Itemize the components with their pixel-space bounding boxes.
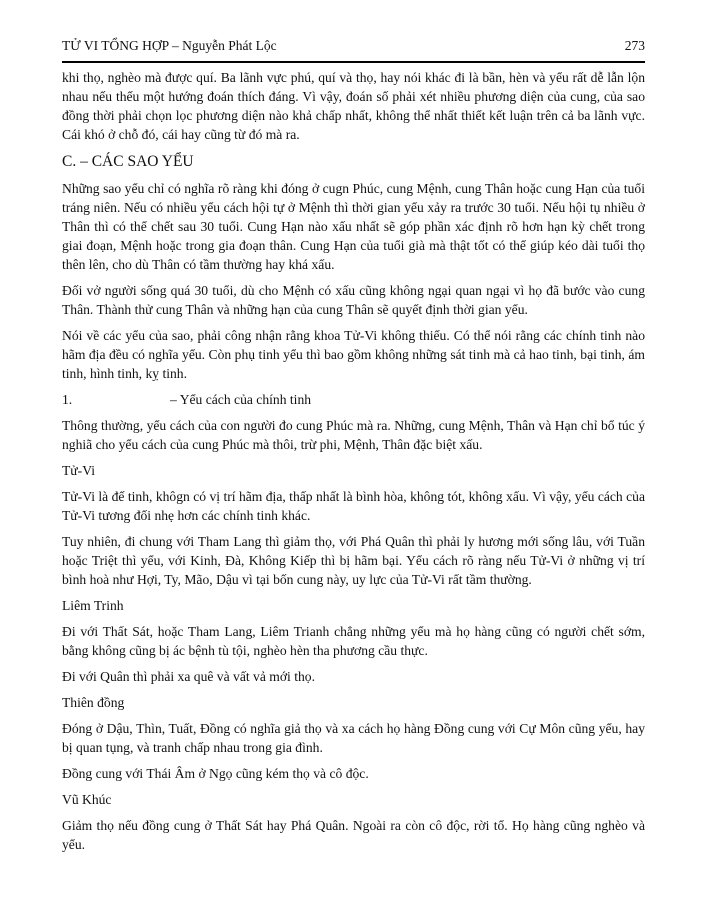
paragraph-tuy-nhien: Tuy nhiên, đi chung với Tham Lang thì giảm thọ, với Phá Quân thì phải ly hương mới sống lâu, với Tuần hoặc Triệt thì yểu, với Kinh, Đà, Không Kiếp thì bị hãm bại. Yểu cách rõ ràng nếu Tử-Vi ở những vị trí bình hoà như Hợi, Ty, Mão, Dậu vì tại bốn cung này, uy lực của Tử-Vi rất tầm thường. (62, 534, 645, 587)
paragraph-di-voi-that-sat: Đi với Thất Sát, hoặc Tham Lang, Liêm Trianh chẳng những yểu mà họ hàng cũng có người chết sớm, bằng không cũng bị ác bệnh tù tội, nghèo hèn tha phương cầu thực. (62, 624, 645, 658)
star-heading-vu-khuc: Vũ Khúc (62, 792, 112, 807)
running-header (62, 0, 645, 54)
paragraph-nhung-sao-yeu: Những sao yểu chỉ có nghĩa rõ ràng khi đóng ở cugn Phúc, cung Mệnh, cung Thân hoặc cung Hạn của tuổi tráng niên. Nếu có nhiều yểu cách hội tự ở Mệnh thì thời gian yểu xảy ra trước 30 tuổi. Nếu hội tụ nhiều ở Thân thì có thể chết sau 30 tuổi. Cung Hạn nào xấu nhất sẽ góp phần xác định rõ hơn hạn kỳ chết trong giai đoạn, Mệnh hoặc trong gia đoạn thân. Cung Hạn của tuổi già mà thật tốt có thể giúp kéo dài tuổi thọ thên lên, cho dù Thân có tầm thường hay khá xấu. (62, 181, 645, 272)
paragraph-giam-tho: Giảm thọ nếu đồng cung ở Thất Sát hay Phá Quân. Ngoài ra còn cô độc, rời tổ. Họ hàng cũng nghèo và yểu. (62, 818, 645, 852)
star-heading-tu-vi: Tử-Vi (62, 463, 95, 478)
star-heading-liem-trinh: Liêm Trinh (62, 598, 124, 613)
numbered-item-yeu-cach (62, 390, 645, 409)
paragraph-tho-ngheo-qui: khi thọ, nghèo mà được quí. Ba lãnh vực phú, quí và thọ, hay nói khác đi là bần, hèn và yểu rất dễ lẫn lộn nhau nếu thếu một hướng đoán thích đáng. Vì vậy, đoán số phải xét nhiều phương diện của cung, của sao đồng thời phải chọn lọc phương diện nào khả chấp nhất, không thể nhất thiết kết luận trên cả ba lãnh vực. Cái khó ở chỗ đó, cái hay cũng từ đó mà ra. (62, 70, 645, 142)
paragraph-noi-ve-cac-yeu: Nói về các yểu của sao, phải công nhận rằng khoa Tử-Vi không thiếu. Có thể nói rằng các chính tinh nào hãm địa đều có nghĩa yểu. Còn phụ tinh yểu thì bao gồm không những sát tinh mà cả hao tinh, bại tinh, ám tinh, hình tinh, kỵ tinh. (62, 328, 645, 381)
header-rule (62, 61, 645, 63)
paragraph-tu-vi-de-tinh: Tử-Vi là đế tinh, khôgn có vị trí hãm địa, thấp nhất là bình hòa, không tót, không xấu. Vì vậy, yểu cách của Tử-Vi tương đối nhẹ hơn các chính tinh khác. (62, 489, 645, 523)
paragraph-thong-thuong: Thông thường, yểu cách của con người đo cung Phúc mà ra. Những, cung Mệnh, Thân và Hạn chỉ bổ túc ý nghiã cho yểu cách của cung Phúc mà thôi, trừ phi, Mệnh, Thân đặc biệt xấu. (62, 418, 645, 452)
paragraph-dong-cung-thai-am: Đồng cung với Thái Âm ở Ngọ cũng kém thọ và cô độc. (62, 766, 369, 781)
section-heading-cac-sao-yeu: C. – CÁC SAO YỂU (62, 153, 194, 170)
page-content (62, 68, 645, 854)
page-number: 273 (624, 38, 645, 53)
star-heading-thien-dong: Thiên đồng (62, 695, 125, 710)
paragraph-dong-o-dau: Đóng ở Dậu, Thìn, Tuất, Đồng có nghĩa giả thọ và xa cách họ hàng Đồng cung với Cự Môn cũng yểu, hay bị quan tụng, và tranh chấp nhau trong gia đình. (62, 721, 645, 755)
paragraph-di-voi-quan: Đi với Quân thì phải xa quê và vất vả mới thọ. (62, 669, 315, 684)
paragraph-doi-vo-nguoi-song: Đối vở người sống quá 30 tuổi, dù cho Mệnh có xấu cũng không ngại quan ngại vì họ đã bước vào cung Thân. Thành thử cung Thân và những hạn của cung Thân sẽ quyết định thời gian yểu. (62, 283, 645, 317)
numbered-item-label: – Yểu cách của chính tinh (170, 392, 312, 407)
book-title: TỬ VI TỔNG HỢP – Nguyễn Phát Lộc (62, 38, 277, 53)
numbered-item-number: 1. (62, 392, 73, 407)
